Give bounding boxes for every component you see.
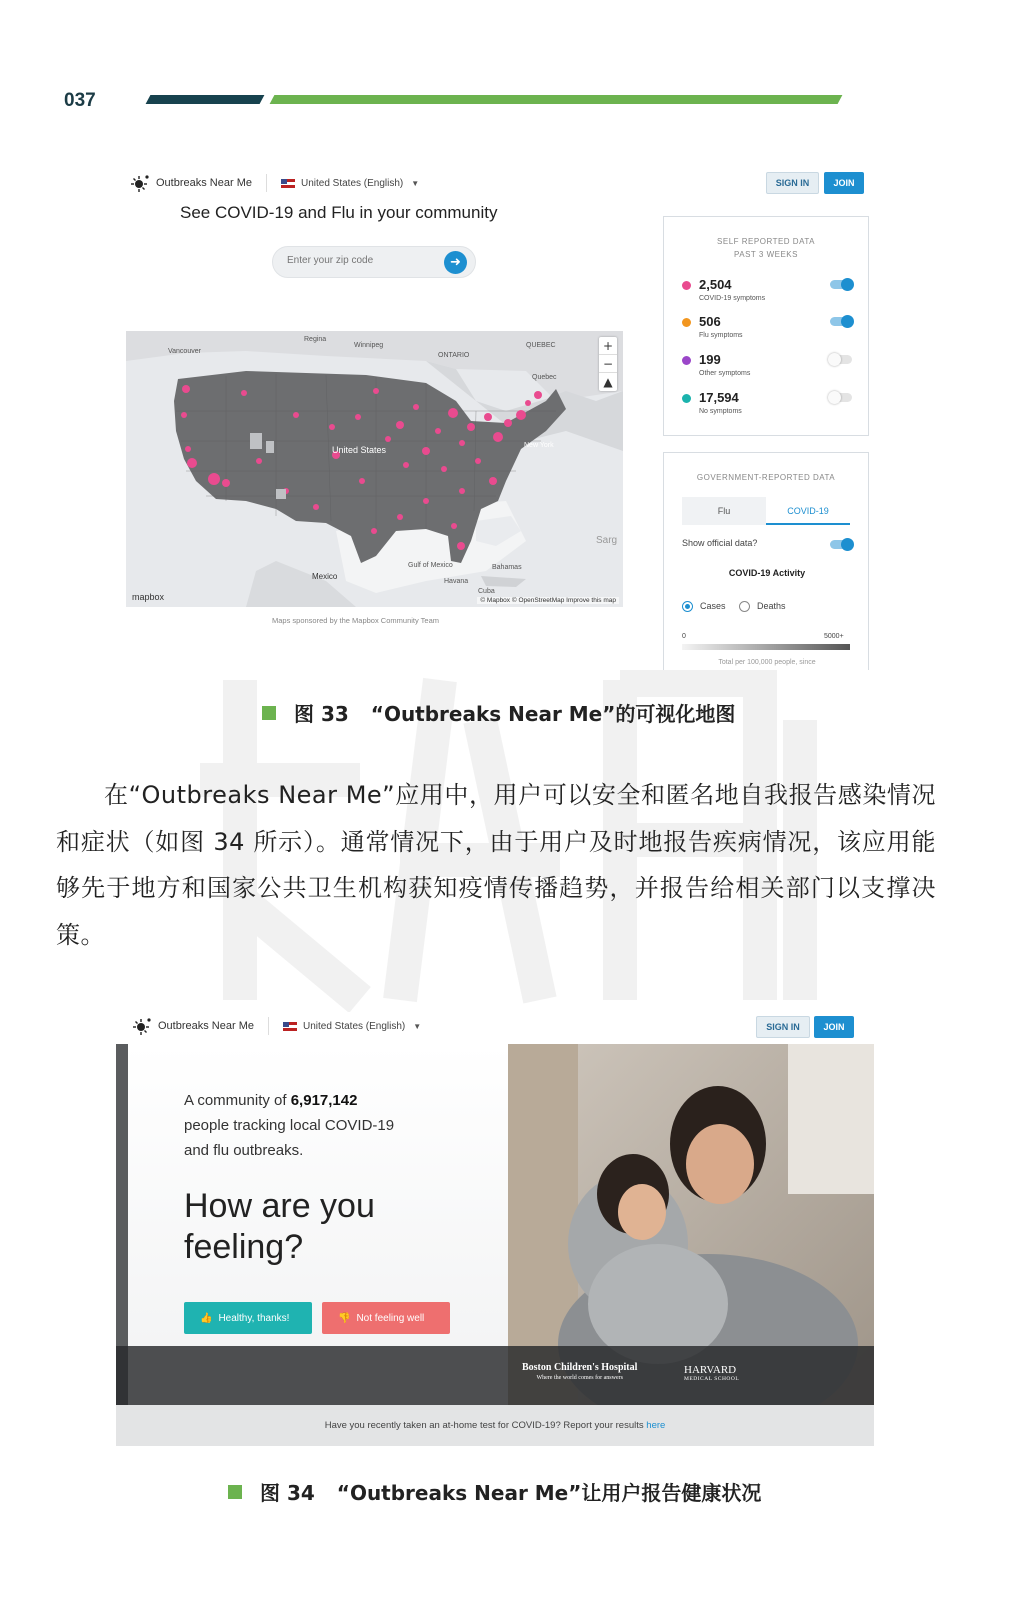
activity-scale <box>682 644 850 650</box>
community-prefix: A community of <box>184 1092 287 1109</box>
map-attribution[interactable]: © Mapbox © OpenStreetMap Improve this map <box>477 597 619 604</box>
body-paragraph: 在“Outbreaks Near Me”应用中，用户可以安全和匿名地自我报告感染情况和症状（如图 34 所示）。通常情况下，由于用户及时地报告疾病情况，该应用能够先于地方和国家公共卫生机构获知疫情传播趋势，并报告给相关部门以支撑决策。 <box>56 781 936 949</box>
question-line1: How are you <box>184 1187 375 1225</box>
map-zoom-controls <box>599 337 617 391</box>
zip-search <box>272 246 476 278</box>
map-sponsor-credit: Maps sponsored by the Mapbox Community Team <box>272 616 440 625</box>
healthy-button[interactable] <box>184 1302 312 1334</box>
scale-min: 0 <box>682 633 686 640</box>
stat-label: No symptoms <box>699 408 742 415</box>
stat-label: COVID-19 symptoms <box>699 295 766 302</box>
partner2-sub: MEDICAL SCHOOL <box>684 1376 740 1382</box>
map-label-regina: Regina <box>304 336 327 343</box>
caption-square <box>262 706 276 720</box>
stat-value: 17,594 <box>699 390 739 405</box>
scale-note: Total per 100,000 people, since <box>718 659 816 666</box>
map-label-united-states: United States <box>332 445 387 455</box>
community-line2: people tracking local COVID-19 <box>184 1117 395 1134</box>
map-label-sargasso: Sarg <box>596 535 618 546</box>
chevron-down-icon[interactable]: ▼ <box>413 1021 422 1031</box>
tab-flu[interactable]: Flu <box>717 506 731 516</box>
caption-square <box>228 1485 242 1499</box>
deaths-label: Deaths <box>757 601 786 611</box>
zoom-out-icon[interactable]: − <box>599 355 617 373</box>
virus-logo-icon <box>132 1017 152 1035</box>
app-header <box>132 1017 421 1035</box>
figure-34-caption <box>228 1477 761 1506</box>
test-report-banner <box>116 1405 874 1446</box>
covid-toggle[interactable] <box>830 280 852 289</box>
map-label-gulf: Gulf of Mexico <box>408 562 453 569</box>
flu-toggle[interactable] <box>830 317 852 326</box>
data-tabs <box>682 497 850 525</box>
us-flag-icon <box>283 1022 297 1031</box>
language-selector[interactable]: United States (English) <box>302 1020 406 1032</box>
header-divider <box>266 174 267 192</box>
boston-childrens-logo <box>522 1362 637 1381</box>
caption-label: 图 34 <box>260 1481 315 1505</box>
page-number: 037 <box>64 90 96 111</box>
header-bar-dark <box>146 95 265 104</box>
stat-label: Flu symptoms <box>699 332 743 339</box>
not-well-button[interactable] <box>322 1302 450 1334</box>
stat-value: 506 <box>699 314 721 329</box>
map-label-mexico: Mexico <box>312 572 338 581</box>
community-text <box>184 1088 394 1163</box>
tab-covid[interactable]: COVID-19 <box>766 497 850 525</box>
map-label-quebec-city: Quebec <box>532 374 557 381</box>
government-title: GOVERNMENT-REPORTED DATA <box>696 473 836 482</box>
map-label-havana: Havana <box>444 578 469 585</box>
partner1-name: Boston Children's Hospital <box>522 1362 638 1373</box>
not-well-label: Not feeling well <box>356 1312 425 1324</box>
banner-text: Have you recently taken an at-home test for COVID-19? Report your results <box>324 1420 644 1431</box>
join-button[interactable]: JOIN <box>824 172 864 194</box>
sign-in-button[interactable]: SIGN IN <box>766 172 819 194</box>
partner1-tagline: Where the world comes for answers <box>536 1375 623 1381</box>
compass-icon[interactable]: ▲ <box>603 375 613 389</box>
zoom-in-icon[interactable]: + <box>599 337 617 355</box>
other-dot-icon <box>682 356 691 365</box>
show-official-label: Show official data? <box>682 538 758 548</box>
flu-dot-icon <box>682 318 691 327</box>
feeling-question <box>184 1186 375 1268</box>
brand-name: Outbreaks Near Me <box>158 1020 254 1032</box>
covid-dot-icon <box>682 281 691 290</box>
caption-text: “Outbreaks Near Me”让用户报告健康状况 <box>336 1481 762 1505</box>
other-toggle[interactable] <box>830 355 852 364</box>
app-header <box>130 174 419 192</box>
language-selector[interactable]: United States (English) <box>300 177 404 189</box>
report-here-link[interactable]: here <box>646 1420 666 1431</box>
figure-33-caption <box>262 698 735 727</box>
zip-code-input[interactable] <box>287 255 437 266</box>
caption-text: “Outbreaks Near Me”的可视化地图 <box>370 702 736 726</box>
question-line2: feeling? <box>184 1228 304 1266</box>
no-symptoms-dot-icon <box>682 394 691 403</box>
partner-strip <box>116 1346 874 1405</box>
stat-value: 2,504 <box>699 277 732 292</box>
self-reported-title: SELF REPORTED DATA <box>717 237 815 246</box>
scale-max: 5000+ <box>824 633 844 640</box>
join-button[interactable]: JOIN <box>814 1016 854 1038</box>
self-reported-panel <box>663 216 869 436</box>
mapbox-logo[interactable]: mapbox <box>132 592 165 602</box>
activity-title: COVID-19 Activity <box>728 568 806 578</box>
map-label-winnipeg: Winnipeg <box>354 342 384 349</box>
figure-33-screenshot <box>112 160 882 670</box>
map-headline: See COVID-19 and Flu in your community <box>180 203 498 222</box>
stat-label: Other symptoms <box>699 370 751 377</box>
no-symptoms-toggle[interactable] <box>830 393 852 402</box>
caption-label: 图 33 <box>294 702 349 726</box>
community-line3: and flu outbreaks. <box>184 1142 304 1159</box>
thumbs-down-icon: 👎 <box>338 1312 351 1324</box>
cases-label: Cases <box>700 601 726 611</box>
arrow-right-icon[interactable]: ➜ <box>444 251 467 274</box>
government-panel <box>663 452 869 670</box>
map-label-new-york: New York <box>524 442 554 449</box>
outbreak-map[interactable] <box>126 331 623 607</box>
brand-name: Outbreaks Near Me <box>156 177 252 189</box>
deaths-radio[interactable] <box>739 601 750 612</box>
header-bar-green <box>270 95 843 104</box>
map-canvas[interactable] <box>126 331 623 607</box>
map-label-cuba: Cuba <box>478 588 495 595</box>
self-reported-period: PAST 3 WEEKS <box>734 250 798 259</box>
virus-logo-icon <box>130 174 150 192</box>
chevron-down-icon[interactable]: ▼ <box>411 178 420 188</box>
map-label-quebec-province: QUEBEC <box>526 342 556 349</box>
sign-in-button[interactable]: SIGN IN <box>756 1016 810 1038</box>
us-flag-icon <box>281 179 295 188</box>
header-divider <box>268 1017 269 1035</box>
figure-34-screenshot <box>116 1012 874 1446</box>
healthy-label: Healthy, thanks! <box>218 1312 290 1324</box>
cases-radio[interactable] <box>682 601 693 612</box>
community-count: 6,917,142 <box>290 1092 358 1109</box>
official-data-toggle[interactable] <box>830 540 852 549</box>
map-label-bahamas: Bahamas <box>492 564 522 571</box>
stat-value: 199 <box>699 352 721 367</box>
thumbs-up-icon: 👍 <box>200 1312 213 1324</box>
harvard-logo <box>684 1364 739 1382</box>
partner2-name: HARVARD <box>684 1364 737 1376</box>
map-label-vancouver: Vancouver <box>168 348 201 355</box>
map-label-ontario: ONTARIO <box>438 352 470 359</box>
